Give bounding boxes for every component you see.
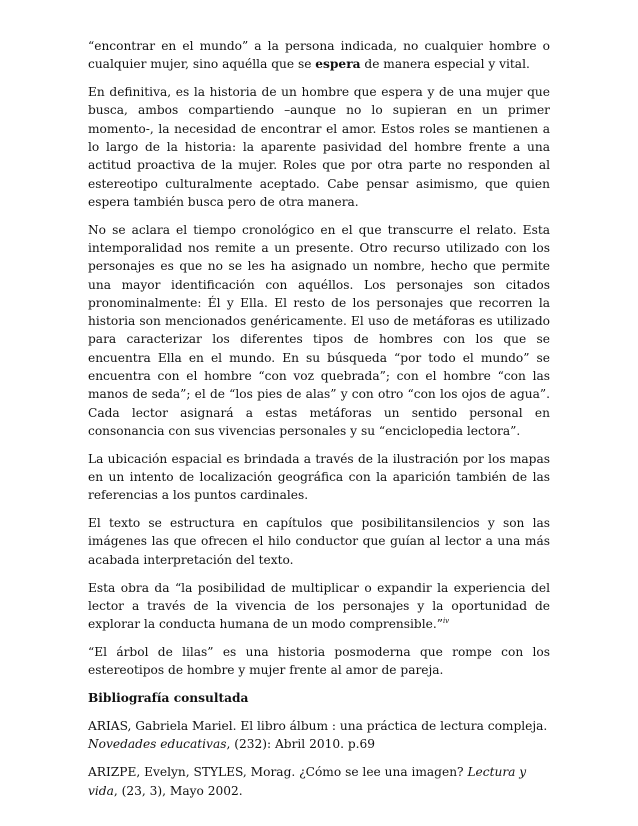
footnote-marker: iv	[442, 617, 450, 626]
bibliography-entry-author-title: ARIZPE, Evelyn, STYLES, Morag. ¿Cómo se lee una imagen?	[88, 765, 468, 780]
bibliography-entry-details: , (232): Abril 2010. p.69	[226, 737, 376, 752]
bibliography-entry	[88, 717, 550, 754]
paragraph-1-emphasis: espera	[315, 57, 361, 72]
paragraph-1-text-end: de manera especial y vital.	[360, 57, 530, 72]
paragraph-7: “El árbol de lilas” es una historia posmoderna que rompe con los estereotipos de hombre y mujer frente al amor de pareja.	[88, 644, 550, 678]
paragraph-4: La ubicación espacial es brindada a través de la ilustración por los mapas en un intento de localización geográfica con la aparición también de las referencias a los puntos cardinales.	[88, 451, 550, 503]
paragraph-1	[88, 37, 550, 74]
bibliography-entry-details: , (23, 3), Mayo 2002.	[113, 783, 243, 798]
paragraph-3: No se aclara el tiempo cronológico en el que transcurre el relato. Esta intemporalidad nos remite a un presente. Otro recurso utilizado con los personajes es que no se les ha asignado un nombre, hecho que permite una mayor identificación con aquéllos. Los personajes son citados pronominalmente: Él y Ella. El resto de los personajes que recorren la historia son mencionados genéricamente. El uso de metáforas es utilizado para caracterizar los diferentes tipos de hombres con los que se encuentra Ella en el mundo. En su búsqueda “por todo el mundo” se encuentra con el hombre “con voz quebrada”; con el hombre “con las manos de seda”; el de “los pies de alas” y con otro “con los ojos de agua”. Cada lector asignará a estas metáforas un sentido personal en consonancia con sus vivencias personales y su “enciclopedia lectora”.	[88, 222, 550, 438]
bibliography-entry	[88, 763, 550, 800]
bibliography-entry-journal: Lectura y vida	[88, 765, 527, 798]
paragraph-2: En definitiva, es la historia de un hombre que espera y de una mujer que busca, ambos compartiendo –aunque no lo supieran en un primer momento-, la necesidad de encontrar el amor. Estos roles se mantienen a lo largo de la historia: la aparente pasividad del hombre frente a una actitud proactiva de la mujer. Roles que por otra parte no responden al estereotipo culturalmente aceptado. Cabe pensar asimismo, que quien espera también busca pero de otra manera.	[88, 85, 550, 209]
document-page	[88, 37, 550, 810]
bibliography-entry-author-title: ARIAS, Gabriela Mariel. El libro álbum : una práctica de lectura compleja.	[88, 718, 548, 733]
bibliography-heading: Bibliografía consultada	[88, 691, 249, 705]
bibliography-entry-journal: Novedades educativas	[88, 737, 227, 752]
paragraph-6	[88, 579, 550, 634]
paragraph-5: El texto se estructura en capítulos que posibilitansilencios y son las imágenes las que ofrecen el hilo conductor que guían al lector a una más acabada interpretación del texto.	[88, 516, 550, 567]
paragraph-6-text: Esta obra da “la posibilidad de multiplicar o expandir la experiencia del lector a través de la vivencia de los personajes y la oportunidad de explorar la conducta humana de un modo comprensible.”	[88, 580, 550, 632]
paragraph-1-text: “encontrar en el mundo” a la persona indicada, no cualquier hombre o cualquier mujer, sino aquélla que se	[88, 39, 550, 72]
